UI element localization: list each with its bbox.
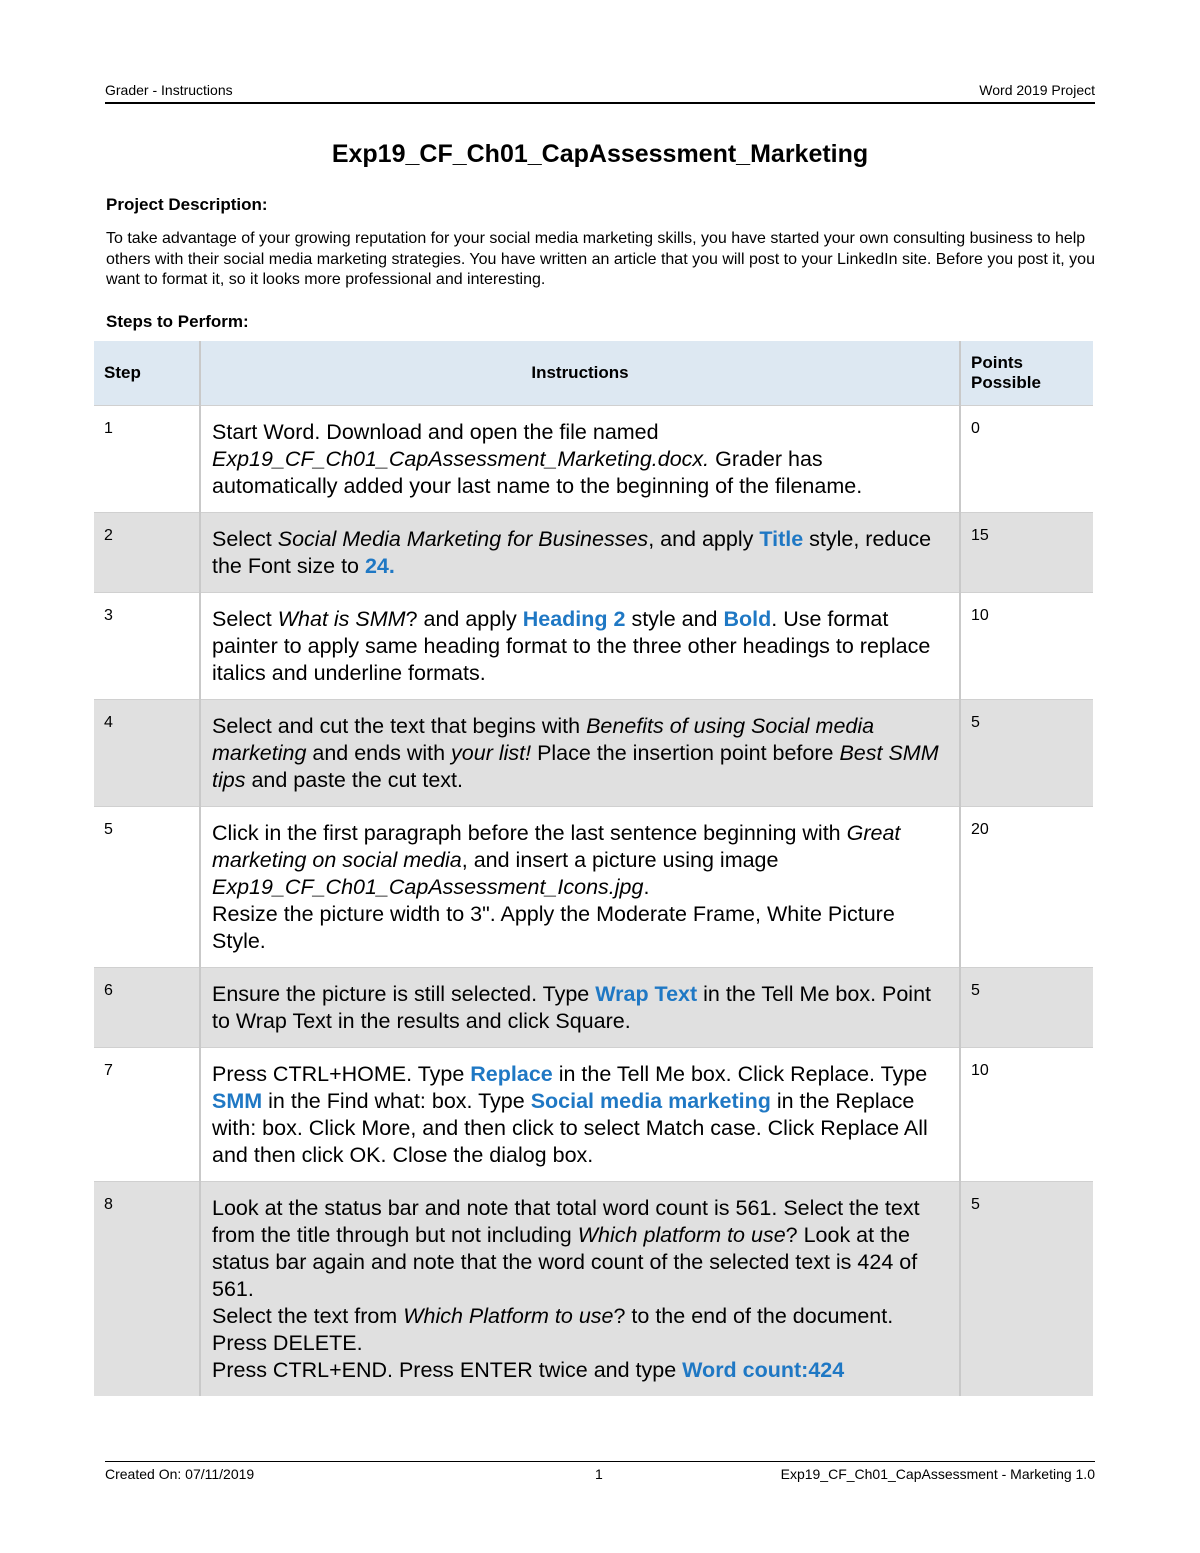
instruction-text: . Use format painter to apply same heading format to the three other headings to replace italics and underline formats. <box>212 607 931 685</box>
instruction-text: Click in the first paragraph before the last sentence beginning with <box>212 821 847 845</box>
instruction-text: in the Replace with: box. Click More, and then click to select Match case. Click Replace All and then click OK. Close the dialog box. <box>212 1089 928 1167</box>
step-instructions <box>200 593 960 700</box>
italic-text: Social Media Marketing for Businesses <box>277 527 649 551</box>
project-description-label: Project Description: <box>106 195 268 214</box>
project-description: To take advantage of your growing reputation for your social media marketing skills, you have started your own consulting business to help others with their social media marketing strategies. You have written an article that you will post to your LinkedIn site. Before you post it, you want to format it, so it looks more professional and interesting. <box>106 230 1095 288</box>
step-instructions <box>200 968 960 1048</box>
page-header <box>105 82 1095 104</box>
points-possible: 5 <box>960 1182 1093 1397</box>
italic-text: Best SMM tips <box>212 741 939 792</box>
steps-table <box>94 341 1093 1396</box>
instruction-text: Resize the picture width to 3". Apply the Moderate Frame, White Picture Style. <box>212 902 895 953</box>
instruction-text: and paste the cut text. <box>245 768 463 792</box>
table-row <box>94 807 1093 968</box>
step-number: 4 <box>94 700 200 807</box>
instruction-text: Select the text from <box>212 1304 404 1328</box>
points-possible: 15 <box>960 513 1093 593</box>
document-title: Exp19_CF_Ch01_CapAssessment_Marketing <box>331 140 869 168</box>
step-number: 2 <box>94 513 200 593</box>
keyword-text: Word count:424 <box>682 1358 845 1382</box>
points-possible: 20 <box>960 807 1093 968</box>
steps-body <box>94 406 1093 1397</box>
points-possible: 10 <box>960 1048 1093 1182</box>
header-instructions: Instructions <box>200 341 960 406</box>
step-instructions <box>200 1048 960 1182</box>
instruction-text: Look at the status bar and note that total word count is 561. Select the text from the title through but not including <box>212 1196 920 1247</box>
header-right: Word 2019 Project <box>979 82 1095 98</box>
table-row <box>94 593 1093 700</box>
italic-text: Which Platform to use <box>403 1304 614 1328</box>
instruction-text: , and apply <box>648 527 760 551</box>
instruction-text: Press CTRL+END. Press ENTER twice and type <box>212 1358 683 1382</box>
instruction-text: , and insert a picture using image <box>461 848 779 872</box>
keyword-text: Heading 2 <box>522 607 626 631</box>
italic-text: What is SMM <box>277 607 406 631</box>
table-row <box>94 968 1093 1048</box>
step-number: 1 <box>94 406 200 513</box>
step-instructions <box>200 1182 960 1397</box>
footer-page-number: 1 <box>595 1466 603 1482</box>
table-row <box>94 700 1093 807</box>
footer-created-on: Created On: 07/11/2019 <box>105 1466 255 1482</box>
instruction-text: Select <box>212 527 278 551</box>
step-instructions <box>200 807 960 968</box>
instruction-text: in the Tell Me box. Click Replace. Type <box>552 1062 928 1086</box>
instruction-text: Start Word. Download and open the file named <box>212 420 659 444</box>
instruction-text: Place the insertion point before <box>531 741 840 765</box>
keyword-text: Bold <box>723 607 772 631</box>
header-step: Step <box>94 341 200 406</box>
page-footer <box>105 1461 1095 1482</box>
instruction-text: style, reduce the Font size to <box>212 527 932 578</box>
points-possible: 5 <box>960 700 1093 807</box>
italic-text: Great marketing on social media <box>212 821 901 872</box>
step-number: 3 <box>94 593 200 700</box>
points-possible: 5 <box>960 968 1093 1048</box>
instruction-text: in the Tell Me box. Point to Wrap Text in the results and click Square. <box>212 982 932 1033</box>
instruction-text: ? Look at the status bar again and note that the word count of the selected text is 424 of 561. <box>212 1223 918 1301</box>
instruction-text: . <box>643 875 650 899</box>
steps-label: Steps to Perform: <box>106 312 249 331</box>
step-instructions <box>200 513 960 593</box>
instruction-text: and ends with <box>306 741 452 765</box>
points-possible: 10 <box>960 593 1093 700</box>
italic-text: Exp19_CF_Ch01_CapAssessment_Icons.jpg <box>212 875 644 899</box>
header-left: Grader - Instructions <box>105 82 233 98</box>
instruction-text: Ensure the picture is still selected. Type <box>212 982 596 1006</box>
instruction-text: in the Find what: box. Type <box>262 1089 531 1113</box>
italic-text: Exp19_CF_Ch01_CapAssessment_Marketing.docx. <box>212 447 710 471</box>
italic-text: your list! <box>451 741 532 765</box>
step-number: 6 <box>94 968 200 1048</box>
footer-doc-id: Exp19_CF_Ch01_CapAssessment - Marketing 1.0 <box>780 1466 1095 1482</box>
italic-text: Which platform to use <box>577 1223 786 1247</box>
step-instructions <box>200 406 960 513</box>
header-points: Points Possible <box>960 341 1093 406</box>
keyword-text: Title <box>759 527 804 551</box>
instruction-text: ? and apply <box>405 607 523 631</box>
keyword-text: 24. <box>364 554 395 578</box>
instruction-text: style and <box>625 607 724 631</box>
table-header-row <box>94 341 1093 406</box>
instruction-text: Press CTRL+HOME. Type <box>212 1062 471 1086</box>
step-number: 7 <box>94 1048 200 1182</box>
points-possible: 0 <box>960 406 1093 513</box>
instruction-text: Grader has automatically added your last name to the beginning of the filename. <box>212 447 863 498</box>
instruction-text: Select <box>212 607 278 631</box>
keyword-text: Social media marketing <box>530 1089 771 1113</box>
keyword-text: Replace <box>470 1062 553 1086</box>
step-number: 5 <box>94 807 200 968</box>
instruction-text: Select and cut the text that begins with <box>212 714 587 738</box>
keyword-text: Wrap Text <box>595 982 698 1006</box>
table-row <box>94 406 1093 513</box>
step-instructions <box>200 700 960 807</box>
step-number: 8 <box>94 1182 200 1397</box>
italic-text: Benefits of using Social media marketing <box>212 714 875 765</box>
table-row <box>94 1182 1093 1397</box>
table-row <box>94 513 1093 593</box>
keyword-text: SMM <box>212 1089 263 1113</box>
table-row <box>94 1048 1093 1182</box>
instruction-text: ? to the end of the document. Press DELETE. <box>212 1304 894 1355</box>
